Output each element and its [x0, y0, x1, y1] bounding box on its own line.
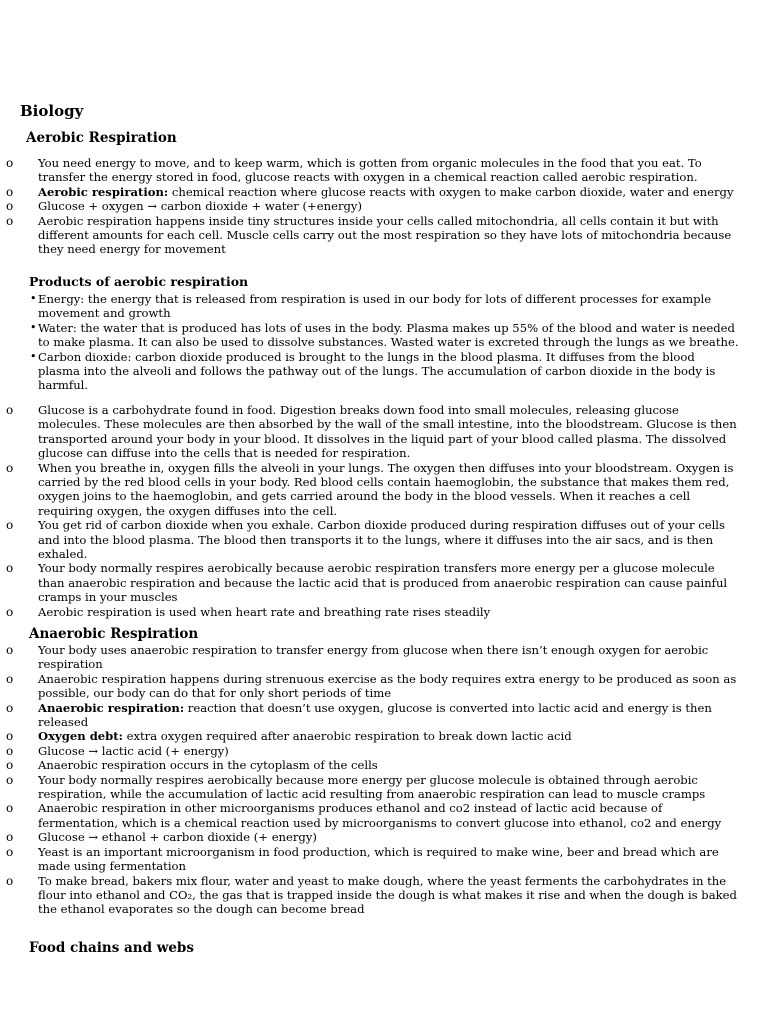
- circle-bullet-icon: o: [6, 700, 14, 715]
- list-item: o Glucose is a carbohydrate found in food. Digestion breaks down food into small molecules, releasing glucose molecules. These molecules are then absorbed by the wall of the small intestine, into the bloodstream. Glucose is then transported around your body in your blood. It dissolves in the liquid part of your blood called plasma. The dissolved glucose can diffuse into the cells that is needed for respiration.: [6, 403, 737, 461]
- list-item: o When you breathe in, oxygen fills the alveoli in your lungs. The oxygen then diffuses into your bloodstream. Oxygen is carried by the red blood cells in your body. Red blood cells contain haemoglobin, the substance that makes them red, oxygen joins to the haemoglobin, and gets carried around the body in the blood vessels. When it reaches a cell requiring oxygen, the oxygen diffuses into the cell.: [6, 460, 734, 518]
- circle-bullet-icon: o: [6, 873, 14, 888]
- circle-bullet-icon: o: [6, 772, 14, 787]
- list-item: o Glucose + oxygen → carbon dioxide + water (+energy): [6, 199, 362, 214]
- circle-bullet-icon: o: [6, 758, 14, 773]
- circle-bullet-icon: o: [6, 561, 14, 576]
- circle-bullet-icon: o: [6, 604, 14, 619]
- list-item: o Yeast is an important microorganism in food production, which is required to make wine, beer and bread which are made using fermentation: [6, 844, 719, 874]
- circle-bullet-icon: o: [6, 184, 14, 199]
- list-item: o Anaerobic respiration: reaction that doesn’t use oxygen, glucose is converted into lactic acid and energy is then released: [6, 700, 712, 730]
- list-item: • Energy: the energy that is released from respiration is used in our body for lots of different processes for example movement and growth: [30, 292, 712, 321]
- list-item: o Your body uses anaerobic respiration to transfer energy from glucose when there isn’t enough oxygen for aerobic respiration: [6, 643, 709, 672]
- list-item: o Anaerobic respiration in other microorganisms produces ethanol and co2 instead of lactic acid because of fermentation, which is a chemical reaction used by microorganisms to convert glucose into ethanol, co2 and energy: [6, 801, 722, 830]
- list-item: o To make bread, bakers mix flour, water and yeast to make dough, where the yeast ferments the carbohydrates in the flour into ethanol and CO₂, the gas that is trapped inside the dough is what makes it rise and when the dough is baked the ethanol evaporates so the dough can become bread: [6, 873, 737, 917]
- heading-aerobic-respiration: Aerobic Respiration: [26, 130, 177, 146]
- list-item: o Glucose → ethanol + carbon dioxide (+ energy): [6, 830, 317, 845]
- circle-bullet-icon: o: [6, 844, 14, 859]
- circle-bullet-icon: o: [6, 156, 14, 170]
- circle-bullet-icon: o: [6, 460, 14, 475]
- circle-bullet-icon: o: [6, 671, 14, 686]
- circle-bullet-icon: o: [6, 801, 14, 816]
- list-item: o Anaerobic respiration happens during strenuous exercise as the body requires extra energy to be produced as soon as possible, our body can do that for only short periods of time: [6, 671, 737, 701]
- list-item: o Anaerobic respiration occurs in the cytoplasm of the cells: [6, 758, 378, 773]
- bullet-icon: •: [30, 349, 37, 363]
- circle-bullet-icon: o: [6, 213, 14, 228]
- list-item: o Your body normally respires aerobically because more energy per glucose molecule is obtained through aerobic respiration, while the accumulation of lactic acid resulting from anaerobic respiration can lead to muscle cramps: [6, 772, 706, 802]
- list-item: o You need energy to move, and to keep warm, which is gotten from organic molecules in the food that you eat. To transfer the energy stored in food, glucose reacts with oxygen in a chemical reaction called aerobic respiration.: [6, 156, 702, 185]
- aerobic-list: [0, 156, 740, 257]
- bullet-icon: •: [30, 320, 37, 334]
- circle-bullet-icon: o: [6, 830, 14, 845]
- anaerobic-list: [0, 643, 740, 917]
- document-title: Biology: [20, 102, 84, 120]
- products-list: [0, 292, 740, 393]
- aerobic-details-list: [0, 403, 740, 619]
- list-item: o Your body normally respires aerobically because aerobic respiration transfers more energy per a glucose molecule than anaerobic respiration and because the lactic acid that is produced from anaerobic respiration can cause painful cramps in your muscles: [6, 561, 728, 605]
- list-item: o Glucose → lactic acid (+ energy): [6, 743, 229, 758]
- heading-anaerobic-respiration: Anaerobic Respiration: [29, 626, 199, 642]
- list-item: o Oxygen debt: extra oxygen required after anaerobic respiration to break down lactic acid: [6, 729, 572, 744]
- list-item: o You get rid of carbon dioxide when you exhale. Carbon dioxide produced during respiration diffuses out of your cells and into the blood plasma. The blood then transports it to the lungs, where it diffuses into the air sacs, and is then exhaled.: [6, 518, 725, 562]
- circle-bullet-icon: o: [6, 729, 14, 744]
- heading-products-aerobic: Products of aerobic respiration: [29, 274, 249, 289]
- heading-food-chains: Food chains and webs: [29, 940, 194, 956]
- circle-bullet-icon: o: [6, 643, 14, 657]
- circle-bullet-icon: o: [6, 199, 14, 214]
- bullet-icon: •: [30, 292, 37, 305]
- list-item: • Carbon dioxide: carbon dioxide produced is brought to the lungs in the blood plasma. It diffuses from the blood plasma into the alveoli and follows the pathway out of the lungs. The accumulation of carbon dioxide in the body is harmful.: [30, 349, 716, 393]
- list-item: o Aerobic respiration: chemical reaction where glucose reacts with oxygen to make carbon dioxide, water and energy: [6, 184, 734, 199]
- list-item: o Aerobic respiration is used when heart rate and breathing rate rises steadily: [6, 604, 491, 619]
- circle-bullet-icon: o: [6, 403, 14, 417]
- list-item: • Water: the water that is produced has lots of uses in the body. Plasma makes up 55% of the blood and water is needed to make plasma. It can also be used to dissolve substances. Wasted water is excreted through the lungs as we breathe.: [30, 320, 739, 350]
- circle-bullet-icon: o: [6, 518, 14, 533]
- circle-bullet-icon: o: [6, 743, 14, 758]
- list-item: o Aerobic respiration happens inside tiny structures inside your cells called mitochondria, all cells contain it but with different amounts for each cell. Muscle cells carry out the most respiration so they have lots of mitochondria because they need energy for movement: [6, 213, 732, 257]
